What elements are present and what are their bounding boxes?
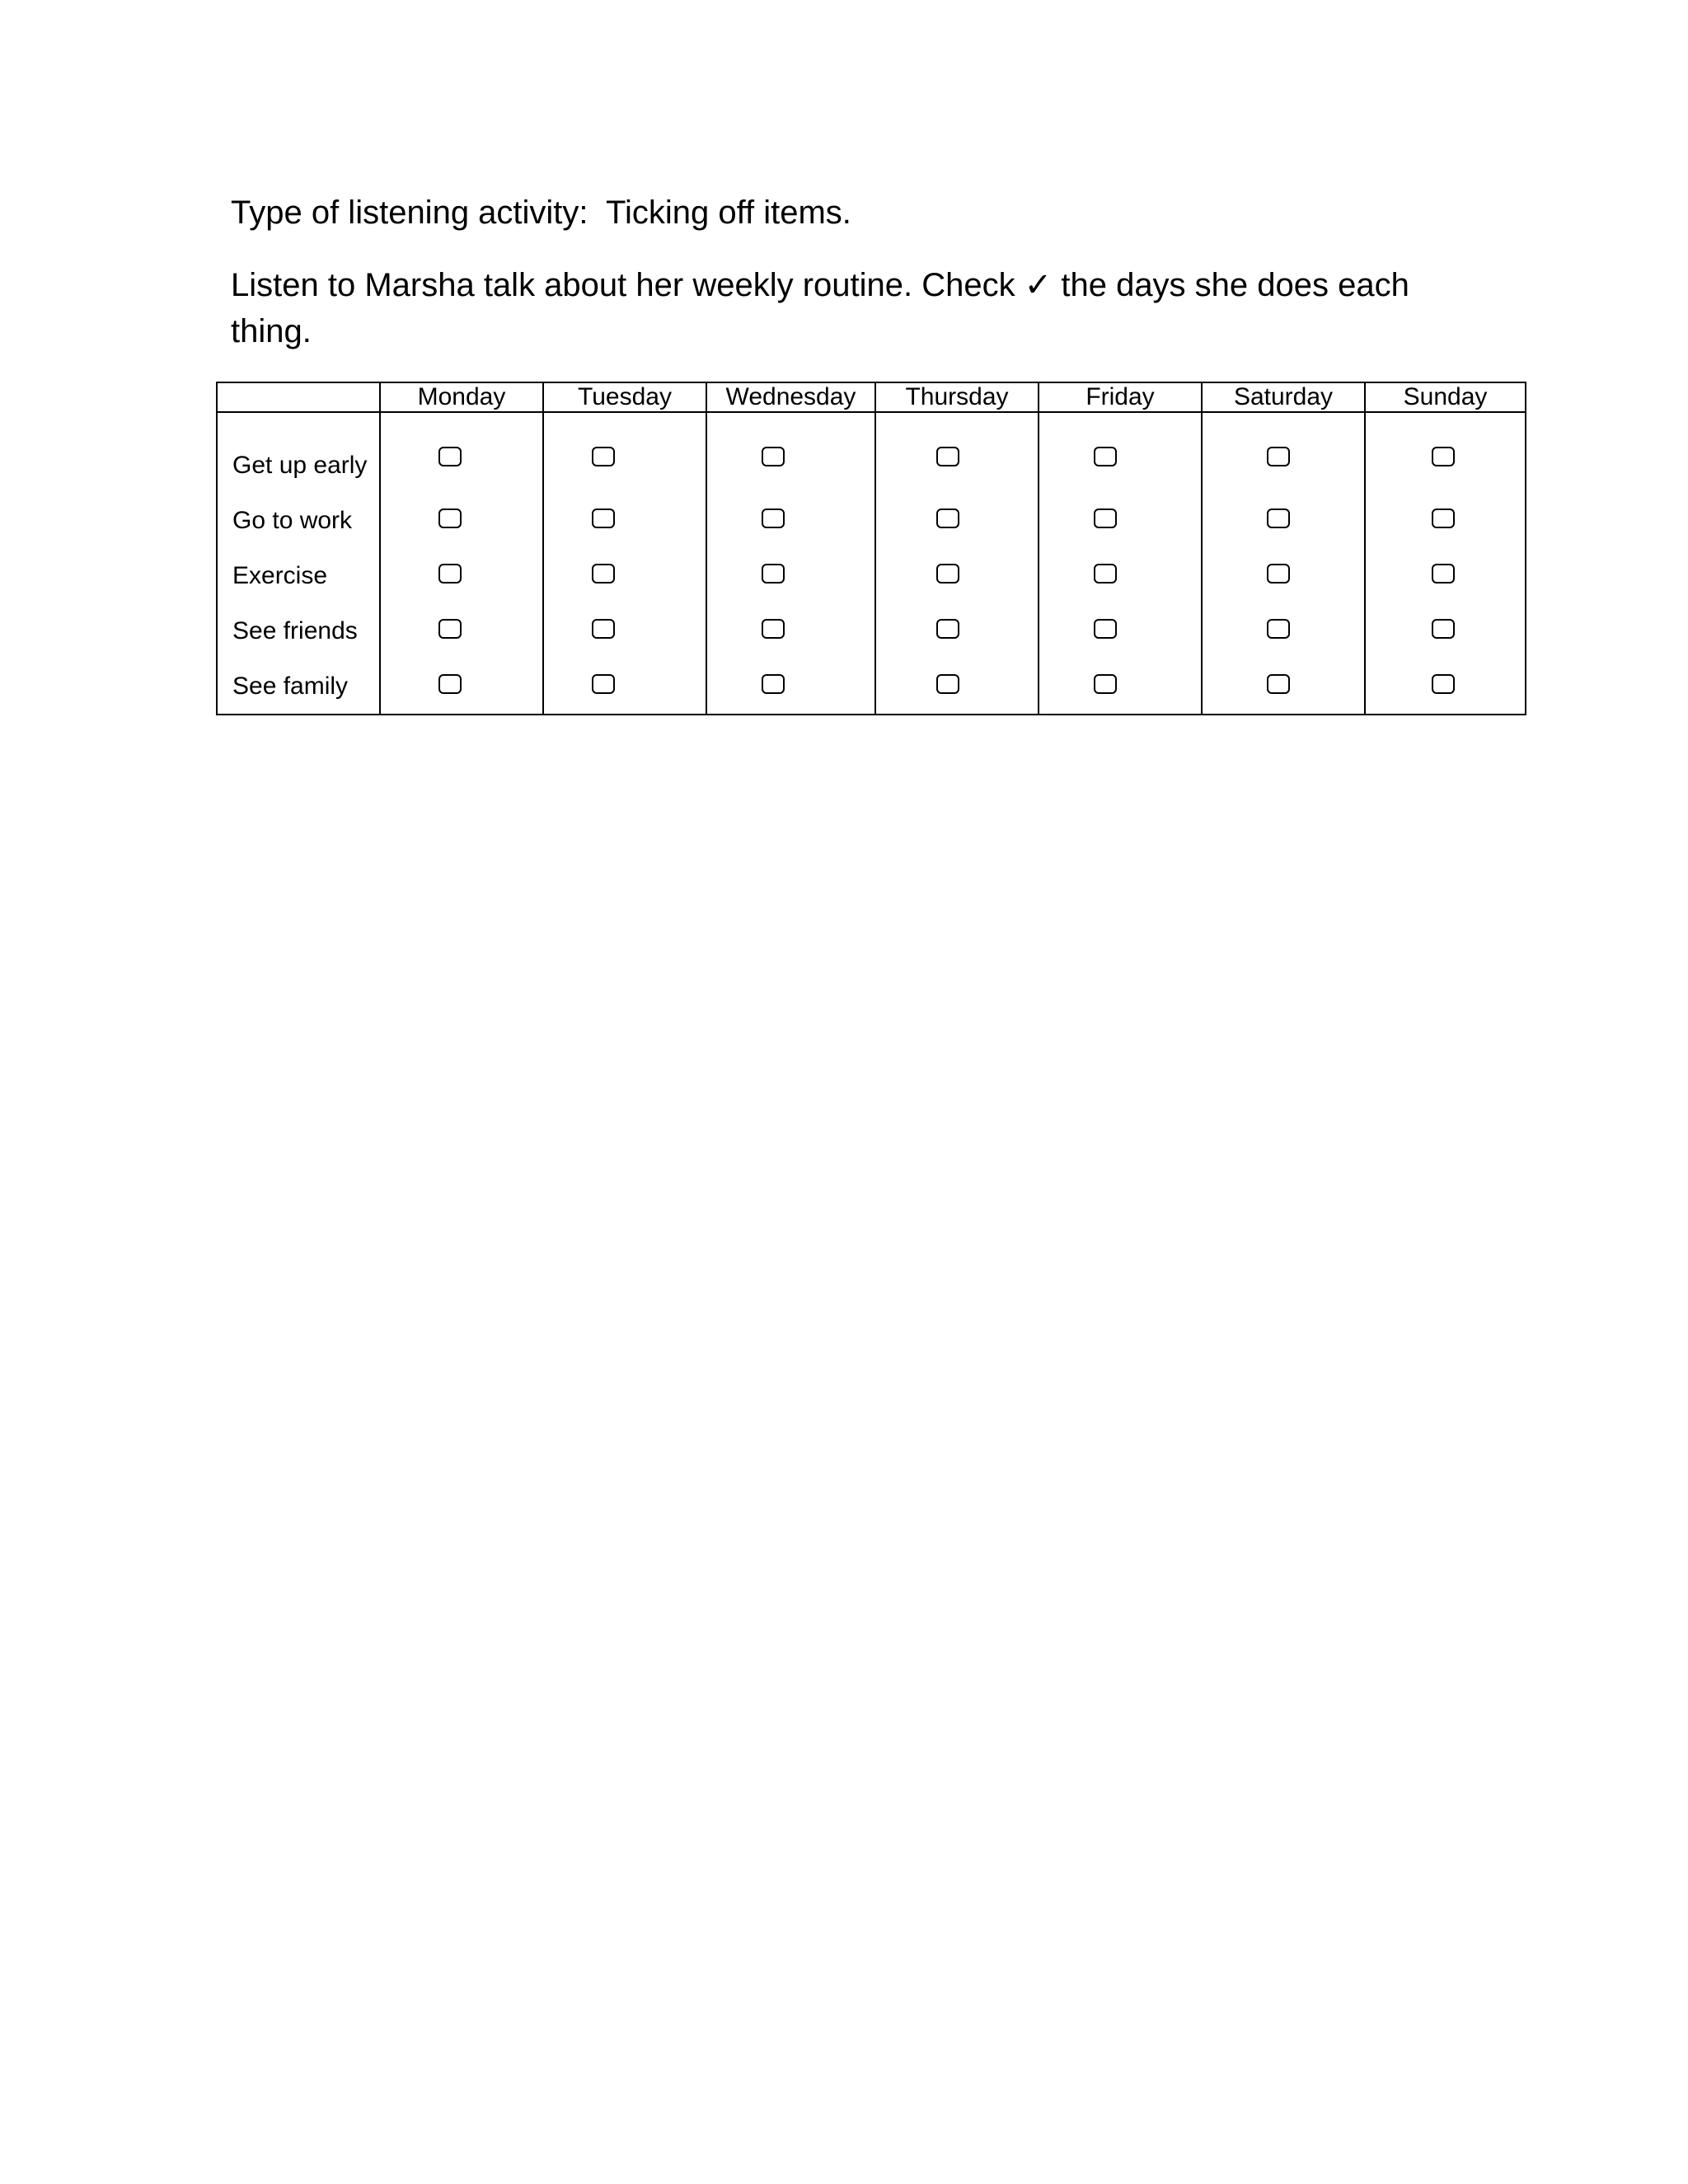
day-cell [1365,412,1526,493]
day-checkbox[interactable] [936,509,959,528]
day-cell [1202,603,1365,658]
day-cell [1365,493,1526,548]
day-checkbox[interactable] [1267,619,1290,639]
day-cell [875,658,1039,715]
table-header-row [217,382,1526,412]
day-cell [543,548,706,603]
day-checkbox[interactable] [1432,564,1455,583]
day-cell [706,548,875,603]
day-cell [875,493,1039,548]
day-cell [1039,412,1202,493]
weekly-routine-table [216,382,1526,715]
table-row [217,603,1526,658]
day-cell [1039,658,1202,715]
day-cell [543,658,706,715]
instructions-text [231,262,1451,354]
day-cell [1202,658,1365,715]
activity-label: Exercise [217,548,380,603]
day-checkbox[interactable] [438,447,462,466]
day-cell [543,603,706,658]
activity-type-heading: Type of listening activity: Ticking off items. [231,194,851,231]
day-cell [1039,493,1202,548]
day-cell [875,412,1039,493]
day-checkbox[interactable] [1432,447,1455,466]
day-checkbox[interactable] [1094,619,1117,639]
day-checkbox[interactable] [1432,674,1455,694]
activity-label: Get up early [217,412,380,493]
header-day: Sunday [1365,382,1526,412]
day-checkbox[interactable] [762,509,785,528]
header-day: Saturday [1202,382,1365,412]
day-cell [380,412,543,493]
day-cell [1039,548,1202,603]
day-cell [706,493,875,548]
activity-label: Go to work [217,493,380,548]
day-checkbox[interactable] [1267,674,1290,694]
day-cell [543,493,706,548]
day-checkbox[interactable] [1267,564,1290,583]
day-cell [380,603,543,658]
day-checkbox[interactable] [438,619,462,639]
day-cell [1202,412,1365,493]
day-checkbox[interactable] [1432,619,1455,639]
day-checkbox[interactable] [936,674,959,694]
day-cell [380,493,543,548]
table-row [217,548,1526,603]
day-checkbox[interactable] [1094,564,1117,583]
instructions-after-check: the days she does each thing. [231,267,1409,349]
day-checkbox[interactable] [1267,509,1290,528]
day-cell [1039,603,1202,658]
day-cell [706,603,875,658]
check-mark-icon: ✓ [1024,266,1053,304]
day-checkbox[interactable] [1094,447,1117,466]
day-checkbox[interactable] [1094,674,1117,694]
day-checkbox[interactable] [592,447,615,466]
day-checkbox[interactable] [762,674,785,694]
header-day: Tuesday [543,382,706,412]
header-day: Monday [380,382,543,412]
day-checkbox[interactable] [936,447,959,466]
day-checkbox[interactable] [592,619,615,639]
day-cell [1365,658,1526,715]
day-checkbox[interactable] [762,619,785,639]
day-cell [706,412,875,493]
header-day: Wednesday [706,382,875,412]
day-cell [380,548,543,603]
day-checkbox[interactable] [438,674,462,694]
day-checkbox[interactable] [936,619,959,639]
day-checkbox[interactable] [438,509,462,528]
day-checkbox[interactable] [592,509,615,528]
day-cell [875,603,1039,658]
day-checkbox[interactable] [1094,509,1117,528]
day-cell [1365,603,1526,658]
activity-label: See friends [217,603,380,658]
day-cell [380,658,543,715]
table-row [217,658,1526,715]
day-checkbox[interactable] [592,674,615,694]
day-cell [1202,548,1365,603]
day-cell [706,658,875,715]
day-cell [875,548,1039,603]
day-cell [1202,493,1365,548]
instructions-before-check: Listen to Marsha talk about her weekly routine. Check [231,267,1025,303]
activity-label: See family [217,658,380,715]
day-checkbox[interactable] [936,564,959,583]
day-checkbox[interactable] [762,564,785,583]
header-blank-cell [217,382,380,412]
day-checkbox[interactable] [762,447,785,466]
table-row [217,493,1526,548]
table-body [217,412,1526,715]
header-day: Thursday [875,382,1039,412]
header-day: Friday [1039,382,1202,412]
day-checkbox[interactable] [438,564,462,583]
day-cell [1365,548,1526,603]
day-cell [543,412,706,493]
day-checkbox[interactable] [592,564,615,583]
day-checkbox[interactable] [1267,447,1290,466]
table-row [217,412,1526,493]
day-checkbox[interactable] [1432,509,1455,528]
